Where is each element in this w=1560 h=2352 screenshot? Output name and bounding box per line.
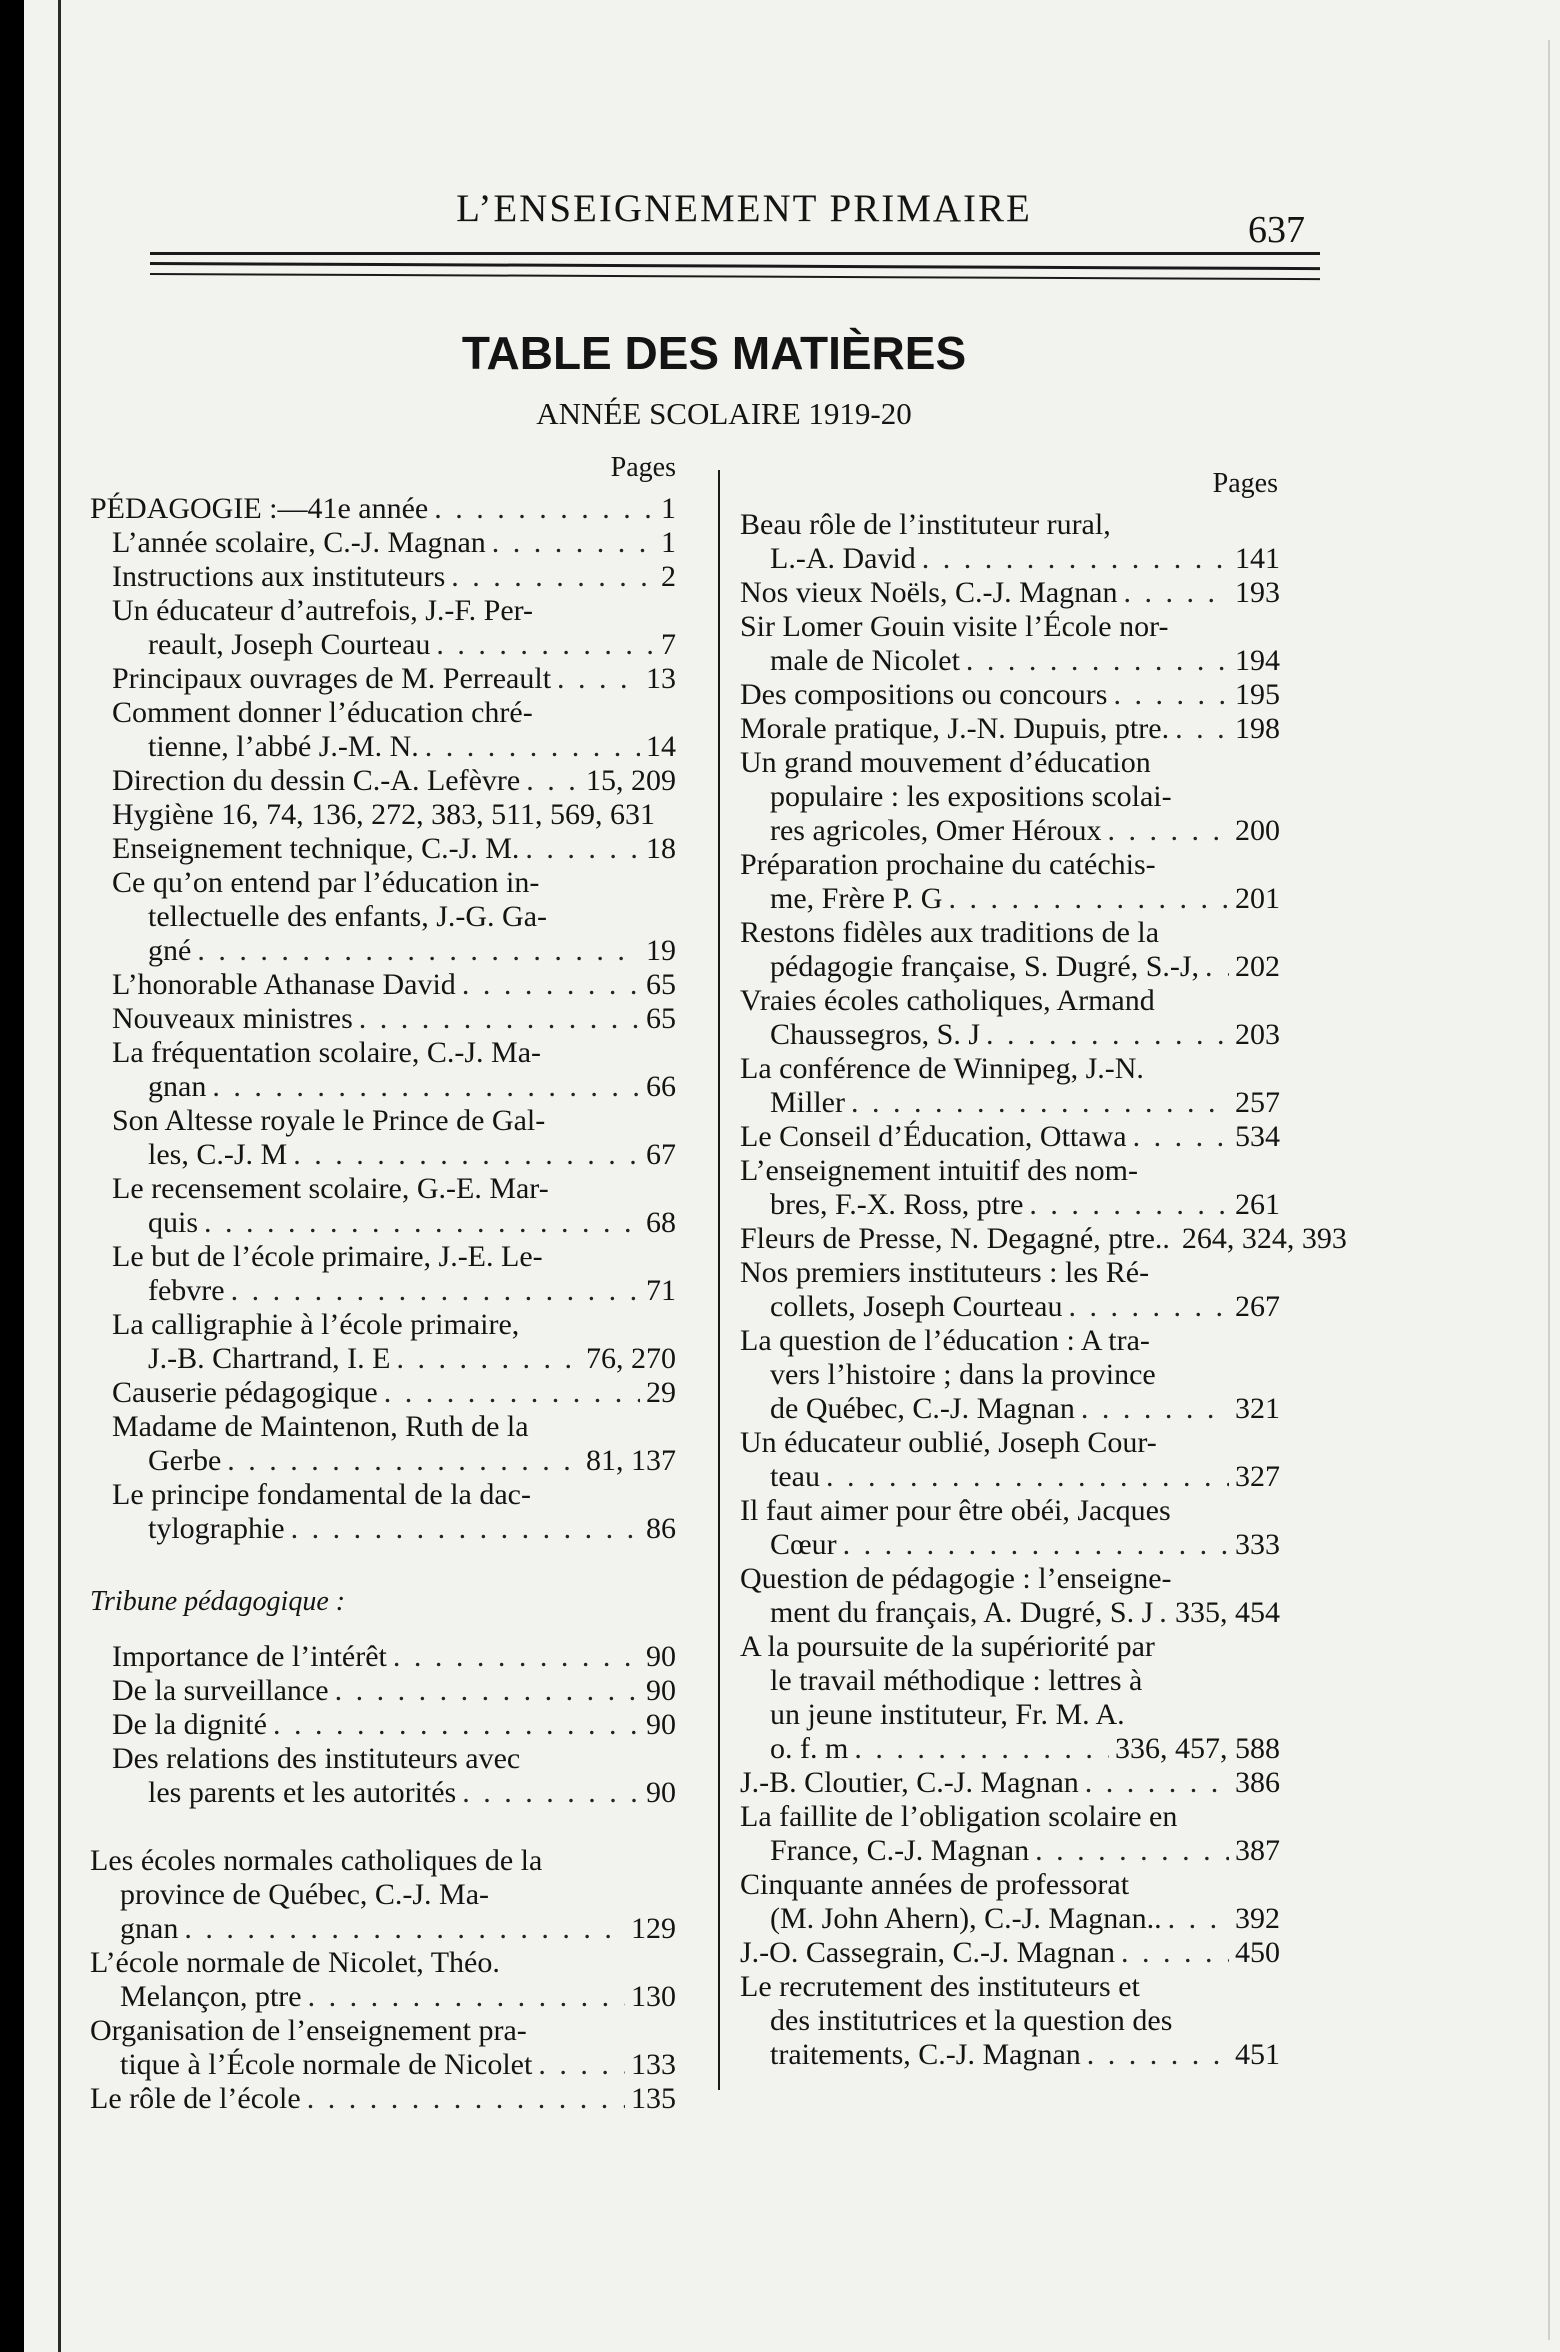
left-column <box>90 452 676 2116</box>
toc-entry <box>740 1324 1280 1426</box>
dot-leader <box>538 2048 625 2082</box>
entry-title-line: Madame de Maintenon, Ruth de la <box>112 1410 529 1443</box>
entry-title-line: quis <box>148 1206 199 1239</box>
dot-leader <box>293 1138 640 1172</box>
entry-page-number: 71 <box>646 1274 676 1307</box>
entry-title-line: Principaux ouvrages de M. Perreault <box>112 662 552 695</box>
dot-leader <box>1159 1596 1169 1630</box>
entry-title-line: Restons fidèles aux traditions de la <box>740 916 1160 949</box>
entry-page-number: 68 <box>646 1206 676 1239</box>
page-edge-line-right <box>1548 40 1550 2340</box>
dot-leader <box>1085 1766 1229 1800</box>
column-divider <box>718 470 720 2090</box>
dot-leader <box>462 1776 640 1810</box>
toc-entry <box>740 712 1280 746</box>
entry-list <box>90 492 676 1546</box>
entry-page-number: 130 <box>631 1980 676 2013</box>
pages-label: Pages <box>1212 468 1278 499</box>
entry-title-line: Importance de l’intérêt <box>112 1640 387 1673</box>
dot-leader <box>948 882 1229 916</box>
entry-title-line: le travail méthodique : lettres à <box>770 1664 1143 1697</box>
entry-title-line: L’honorable Athanase David <box>112 968 456 1001</box>
toc-entry <box>90 1308 676 1376</box>
toc-entry <box>90 1172 676 1240</box>
entry-title-line: Des relations des instituteurs avec <box>112 1742 521 1775</box>
entry-title-line: France, C.-J. Magnan <box>770 1834 1030 1867</box>
dot-leader <box>231 1274 640 1308</box>
toc-entry <box>90 560 676 594</box>
toc-entry <box>90 1640 676 1674</box>
entry-page-number: 202 <box>1235 950 1280 983</box>
dot-leader <box>843 1528 1229 1562</box>
entry-page-number: 129 <box>631 1912 676 1945</box>
entry-page-number: 66 <box>646 1070 676 1103</box>
entry-page-number: 200 <box>1235 814 1280 847</box>
toc-entry <box>90 1376 676 1410</box>
toc-entry <box>740 1800 1280 1868</box>
entry-list <box>740 508 1347 2072</box>
toc-entry <box>740 916 1280 984</box>
entry-title-line: male de Nicolet <box>770 644 960 677</box>
entry-title-line: Miller <box>770 1086 845 1119</box>
entry-title-line: bres, F.-X. Ross, ptre <box>770 1188 1024 1221</box>
toc-entry <box>90 2082 676 2116</box>
entry-title-line: Beau rôle de l’instituteur rural, <box>740 508 1111 541</box>
entry-title-line: Le but de l’école primaire, J.-E. Le- <box>112 1240 543 1273</box>
entry-title-line: res agricoles, Omer Héroux <box>770 814 1102 847</box>
dot-leader <box>525 832 640 866</box>
page-title: TABLE DES MATIÈRES <box>461 327 967 379</box>
entry-page-number: 15, 209 <box>586 764 676 797</box>
entry-page-number: 450 <box>1235 1936 1280 1969</box>
entry-page-number: 327 <box>1235 1460 1280 1493</box>
entry-title-line: Le principe fondamental de la dac- <box>112 1478 531 1511</box>
entry-title-line: Instructions aux instituteurs <box>112 560 446 593</box>
entry-title-line: La calligraphie à l’école primaire, <box>112 1308 520 1341</box>
entry-title-line: Vraies écoles catholiques, Armand <box>740 984 1155 1017</box>
entry-title-line: o. f. m <box>770 1732 849 1765</box>
dot-leader <box>492 526 655 560</box>
dot-leader <box>826 1460 1229 1494</box>
dot-leader <box>1068 1290 1229 1324</box>
entry-title-line: tylographie <box>148 1512 285 1545</box>
entry-page-number: 333 <box>1235 1528 1280 1561</box>
entry-page-number: 7 <box>661 628 676 661</box>
dot-leader <box>557 662 640 696</box>
dot-leader <box>1087 2038 1229 2072</box>
dot-leader <box>393 1640 640 1674</box>
page-number: 637 <box>1248 209 1305 251</box>
toc-entry <box>740 1052 1280 1120</box>
entry-title-line: Son Altesse royale le Prince de Gal- <box>112 1104 546 1137</box>
entry-title-line: Les écoles normales catholiques de la <box>90 1844 543 1877</box>
entry-title-line: populaire : les expositions scolai- <box>770 780 1172 813</box>
toc-entry <box>90 1708 676 1742</box>
entry-title-line: Chaussegros, S. J <box>770 1018 981 1051</box>
dot-leader <box>291 1512 640 1546</box>
entry-title-line: Melançon, ptre <box>120 1980 302 2013</box>
toc-entry <box>740 1630 1280 1766</box>
dot-leader <box>1175 712 1229 746</box>
toc-entry <box>90 1844 676 1946</box>
dot-leader <box>451 560 655 594</box>
entry-title-line: des institutrices et la question des <box>770 2004 1173 2037</box>
entry-page-number: 203 <box>1235 1018 1280 1051</box>
entry-title-line: gnan <box>148 1070 207 1103</box>
toc-entry <box>740 1120 1280 1154</box>
dot-leader <box>1205 950 1229 984</box>
entry-page-number: 29 <box>646 1376 676 1409</box>
dot-leader <box>526 764 580 798</box>
entry-page-number: 193 <box>1235 576 1280 609</box>
dot-leader <box>1121 1936 1229 1970</box>
entry-page-number: 261 <box>1235 1188 1280 1221</box>
dot-leader <box>212 1070 640 1104</box>
entry-page-number: 386 <box>1235 1766 1280 1799</box>
dot-leader <box>359 1002 640 1036</box>
entry-title-line: Morale pratique, J.-N. Dupuis, ptre. <box>740 712 1170 745</box>
toc-entry <box>90 2014 676 2082</box>
entry-page-number: 198 <box>1235 712 1280 745</box>
entry-title-line: Un grand mouvement d’éducation <box>740 746 1151 779</box>
entry-title-line: Nos premiers instituteurs : les Ré- <box>740 1256 1150 1289</box>
entry-title-line: J.-B. Cloutier, C.-J. Magnan <box>740 1766 1079 1799</box>
entry-title-line: De la dignité <box>112 1708 267 1741</box>
dot-leader <box>273 1708 640 1742</box>
entry-page-number: 19 <box>646 934 676 967</box>
page-subtitle: ANNÉE SCOLAIRE 1919-20 <box>536 396 912 431</box>
toc-entry <box>90 1036 676 1104</box>
entry-title-line: Comment donner l’éducation chré- <box>112 696 533 729</box>
entry-title-line: tique à l’École normale de Nicolet <box>120 2048 533 2081</box>
entry-page-number: 67 <box>646 1138 676 1171</box>
entry-title-line: de Québec, C.-J. Magnan <box>770 1392 1075 1425</box>
entry-title-line: reault, Joseph Courteau <box>148 628 431 661</box>
dot-leader <box>1029 1188 1229 1222</box>
toc-entry <box>90 764 676 798</box>
dot-leader <box>396 1342 580 1376</box>
header-rule <box>150 252 1320 255</box>
entry-title-line: Le recensement scolaire, G.-E. Mar- <box>112 1172 549 1205</box>
entry-title-line: Des compositions ou concours <box>740 678 1108 711</box>
entry-title-line: teau <box>770 1460 820 1493</box>
entry-title-line: PÉDAGOGIE :—41e année <box>90 492 429 525</box>
entry-page-number: 335, 454 <box>1175 1596 1280 1629</box>
toc-entry <box>740 1494 1280 1562</box>
dot-leader <box>425 730 640 764</box>
entry-title-line: pédagogie française, S. Dugré, S.-J, <box>770 950 1200 983</box>
right-column <box>740 468 1347 2072</box>
dot-leader <box>922 542 1229 576</box>
dot-leader <box>1133 1120 1229 1154</box>
toc-entry <box>90 696 676 764</box>
toc-entry <box>740 678 1280 712</box>
entry-list <box>90 1640 676 1810</box>
running-header: L’ENSEIGNEMENT PRIMAIRE <box>456 187 1032 230</box>
toc-entry <box>740 848 1280 916</box>
entry-title-line: province de Québec, C.-J. Ma- <box>120 1878 490 1911</box>
toc-entry <box>90 662 676 696</box>
entry-title-line: Le rôle de l’école <box>90 2082 301 2115</box>
entry-title-line: Un éducateur oublié, Joseph Cour- <box>740 1426 1157 1459</box>
toc-entry <box>90 1240 676 1308</box>
entry-title-line: L’enseignement intuitif des nom- <box>740 1154 1138 1187</box>
toc-entry <box>740 1562 1280 1630</box>
toc-entry <box>90 866 676 968</box>
entry-title-line: Préparation prochaine du catéchis- <box>740 848 1156 881</box>
dot-leader <box>986 1018 1229 1052</box>
entry-page-number: 13 <box>646 662 676 695</box>
toc-entry <box>740 1766 1280 1800</box>
entry-title-line: gnan <box>120 1912 179 1945</box>
dot-leader <box>1108 814 1229 848</box>
entry-title-line: Ce qu’on entend par l’éducation in- <box>112 866 540 899</box>
dot-leader <box>851 1086 1229 1120</box>
entry-title-line: traitements, C.-J. Magnan <box>770 2038 1081 2071</box>
entry-title-line: L.-A. David <box>770 542 916 575</box>
entry-title-line: La fréquentation scolaire, C.-J. Ma- <box>112 1036 542 1069</box>
entry-title-line: Un éducateur d’autrefois, J.-F. Per- <box>112 594 534 627</box>
entry-title-line: La question de l’éducation : A tra- <box>740 1324 1150 1357</box>
entry-title-line: Nos vieux Noëls, C.-J. Magnan <box>740 576 1118 609</box>
entry-page-number: 65 <box>646 968 676 1001</box>
dot-leader <box>307 2082 625 2116</box>
entry-page-number: 321 <box>1235 1392 1280 1425</box>
entry-page-number: 18 <box>646 832 676 865</box>
entry-title-line: L’école normale de Nicolet, Théo. <box>90 1946 500 1979</box>
entry-title-line: Sir Lomer Gouin visite l’École nor- <box>740 610 1169 643</box>
dot-leader <box>434 492 655 526</box>
dot-leader <box>197 934 640 968</box>
entry-page-number: 90 <box>646 1674 676 1707</box>
dot-leader <box>1123 576 1229 610</box>
entry-page-number: 451 <box>1235 2038 1280 2071</box>
entry-title-line: A la poursuite de la supériorité par <box>740 1630 1155 1663</box>
toc-entry <box>90 1742 676 1810</box>
toc-entry <box>740 1426 1280 1494</box>
entry-page-number: 141 <box>1235 542 1280 575</box>
dot-leader <box>854 1732 1109 1766</box>
entry-title-line: Cœur <box>770 1528 837 1561</box>
dot-leader <box>335 1674 640 1708</box>
entry-page-number: 135 <box>631 2082 676 2115</box>
entry-title-line: Le recrutement des instituteurs et <box>740 1970 1140 2003</box>
entry-page-number: 534 <box>1235 1120 1280 1153</box>
toc-entry <box>90 526 676 560</box>
dot-leader <box>227 1444 580 1478</box>
entry-title-line: Cinquante années de professorat <box>740 1868 1130 1901</box>
toc-entry <box>90 1104 676 1172</box>
toc-entry <box>90 832 676 866</box>
entry-title-line: Nouveaux ministres <box>112 1002 353 1035</box>
entry-page-number: 90 <box>646 1640 676 1673</box>
toc-entry <box>740 1970 1280 2072</box>
toc-entry <box>740 1936 1280 1970</box>
entry-title-line: les parents et les autorités <box>148 1776 457 1809</box>
entry-page-number: 392 <box>1235 1902 1280 1935</box>
entry-title-line: La faillite de l’obligation scolaire en <box>740 1800 1178 1833</box>
toc-entry <box>740 1256 1280 1324</box>
toc-entry <box>90 968 676 1002</box>
dot-leader <box>966 644 1229 678</box>
entry-title-line: Direction du dessin C.-A. Lefèvre <box>112 764 521 797</box>
page-sheet <box>24 0 1560 2352</box>
entry-page-number: 86 <box>646 1512 676 1545</box>
dot-leader <box>308 1980 625 2014</box>
entry-page-number: 201 <box>1235 882 1280 915</box>
entry-title-line: De la surveillance <box>112 1674 329 1707</box>
entry-title-line: J.-O. Cassegrain, C.-J. Magnan <box>740 1936 1115 1969</box>
entry-title-line: Gerbe <box>148 1444 222 1477</box>
entry-title-line: gné <box>148 934 192 967</box>
entry-title-line: Fleurs de Presse, N. Degagné, ptre.. <box>740 1222 1170 1255</box>
toc-entry <box>740 746 1280 848</box>
toc-entry <box>90 1478 676 1546</box>
entry-title-line: L’année scolaire, C.-J. Magnan <box>112 526 486 559</box>
toc-entry <box>90 1674 676 1708</box>
dot-leader <box>1035 1834 1229 1868</box>
entry-title-line: ment du français, A. Dugré, S. J <box>770 1596 1154 1629</box>
dot-leader <box>462 968 640 1002</box>
entry-title-line: collets, Joseph Courteau <box>770 1290 1063 1323</box>
section-label: Tribune pédagogique : <box>90 1586 346 1617</box>
page-edge-line <box>58 0 61 2352</box>
entry-title-line: Enseignement technique, C.-J. M. <box>112 832 520 865</box>
entry-title-line: febvre <box>148 1274 225 1307</box>
toc-entry <box>90 492 676 526</box>
entry-page-number: 90 <box>646 1776 676 1809</box>
toc-entry <box>90 1002 676 1036</box>
entry-page-number: 1 <box>661 526 676 559</box>
toc-entry <box>740 576 1280 610</box>
dot-leader <box>1168 1902 1229 1936</box>
entry-title-line: Organisation de l’enseignement pra- <box>90 2014 527 2047</box>
entry-page-number: 2 <box>661 560 676 593</box>
pages-label: Pages <box>610 452 676 483</box>
toc-entry <box>90 798 676 832</box>
dot-leader <box>436 628 655 662</box>
entry-page-number: 76, 270 <box>586 1342 676 1375</box>
entry-page-number: 1 <box>661 492 676 525</box>
entry-page-number: 81, 137 <box>586 1444 676 1477</box>
toc-entry <box>90 1410 676 1478</box>
toc-entry <box>90 594 676 662</box>
entry-title-line: un jeune instituteur, Fr. M. A. <box>770 1698 1125 1731</box>
toc-entry <box>740 984 1280 1052</box>
entry-page-number: 195 <box>1235 678 1280 711</box>
entry-page-number: 65 <box>646 1002 676 1035</box>
dot-leader <box>204 1206 640 1240</box>
toc-entry <box>740 1868 1280 1936</box>
toc-entry <box>740 1154 1280 1222</box>
entry-title-line: Le Conseil d’Éducation, Ottawa <box>740 1120 1127 1153</box>
entry-page-number: 90 <box>646 1708 676 1741</box>
entry-page-number: 194 <box>1235 644 1280 677</box>
dot-leader <box>384 1376 640 1410</box>
entry-title-line: vers l’histoire ; dans la province <box>770 1358 1156 1391</box>
entry-page-number: 267 <box>1235 1290 1280 1323</box>
entry-title-line: Causerie pédagogique <box>112 1376 378 1409</box>
entry-title-line: tellectuelle des enfants, J.-G. Ga- <box>148 900 548 933</box>
entry-title-line: J.-B. Chartrand, I. E <box>148 1342 391 1375</box>
entry-page-number: 336, 457, 588 <box>1115 1732 1280 1765</box>
entry-list <box>90 1844 676 2116</box>
entry-title-line: tienne, l’abbé J.-M. N. <box>148 730 419 763</box>
entry-page-number: 14 <box>646 730 676 763</box>
dot-leader <box>1081 1392 1229 1426</box>
header-rule <box>150 273 1320 280</box>
entry-page-number: 257 <box>1235 1086 1280 1119</box>
dot-leader <box>184 1912 625 1946</box>
toc-entry <box>740 610 1280 678</box>
entry-title-line: Hygiène 16, 74, 136, 272, 383, 511, 569, 631 <box>112 798 656 831</box>
toc-entry <box>740 1222 1347 1256</box>
toc-entry <box>740 508 1280 576</box>
header-rule <box>150 262 1320 270</box>
entry-page-number: 133 <box>631 2048 676 2081</box>
toc-entry <box>90 1946 676 2014</box>
entry-page-number: 264, 324, 393 <box>1181 1222 1347 1255</box>
entry-page-number: 387 <box>1235 1834 1280 1867</box>
entry-title-line: Il faut aimer pour être obéi, Jacques <box>740 1494 1171 1527</box>
entry-title-line: (M. John Ahern), C.-J. Magnan.. <box>770 1902 1162 1935</box>
entry-title-line: me, Frère P. G <box>770 882 943 915</box>
entry-title-line: Question de pédagogie : l’enseigne- <box>740 1562 1172 1595</box>
entry-title-line: La conférence de Winnipeg, J.-N. <box>740 1052 1144 1085</box>
entry-title-line: les, C.-J. M <box>148 1138 288 1171</box>
dot-leader <box>1113 678 1229 712</box>
